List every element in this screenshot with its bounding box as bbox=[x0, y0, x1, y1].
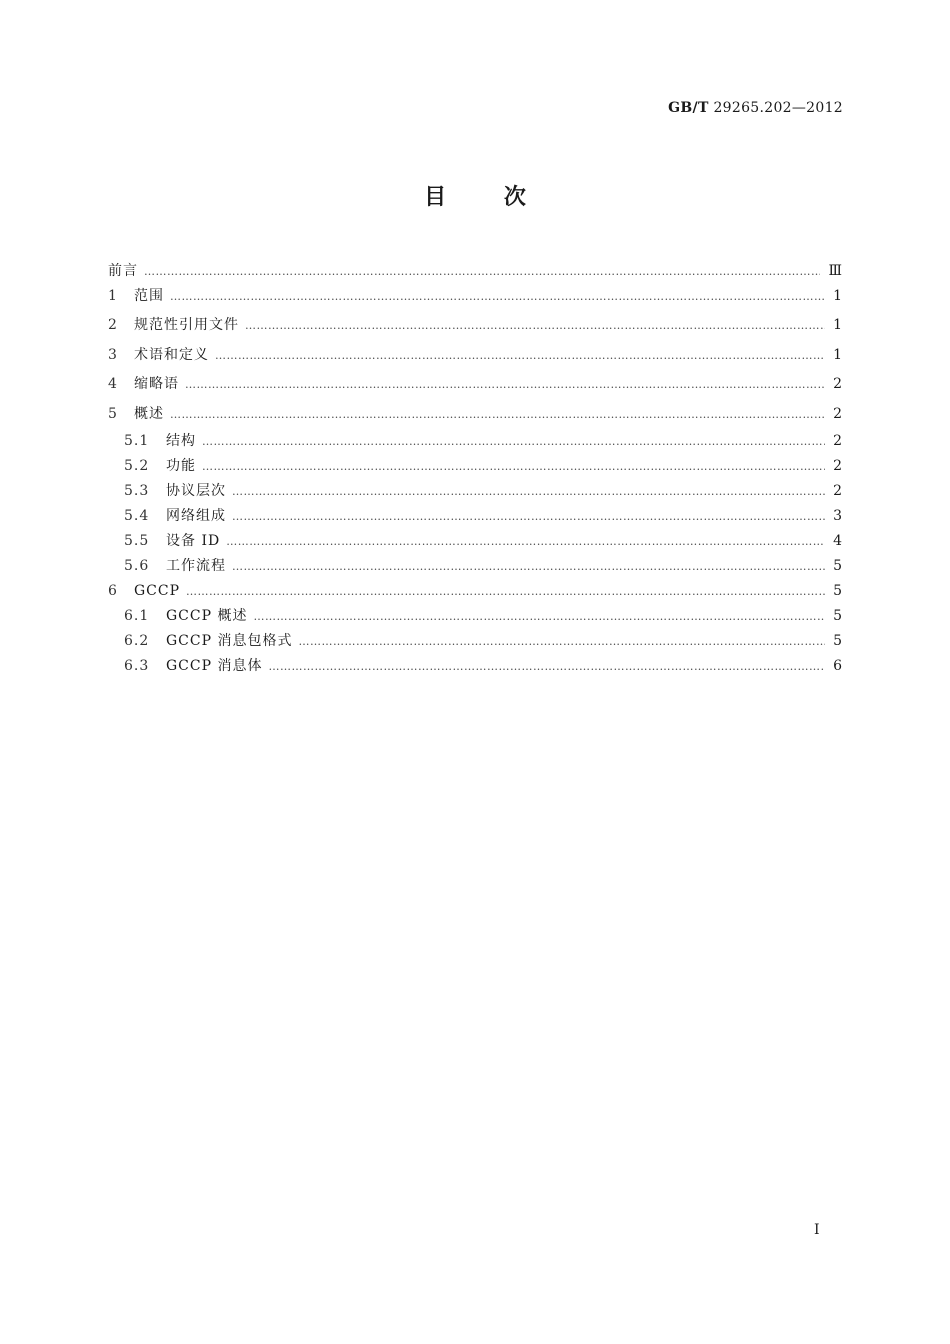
dot-leader bbox=[268, 654, 825, 679]
toc-entry-6-2[interactable] bbox=[108, 629, 842, 654]
toc-entry-5-5[interactable] bbox=[108, 529, 842, 554]
toc-entry-label: 前言 bbox=[108, 263, 138, 279]
toc-entry-number: 2 bbox=[108, 317, 117, 334]
page-title bbox=[0, 180, 950, 211]
toc-entry-page: 2 bbox=[833, 405, 842, 422]
toc-entry-label: GCCP bbox=[134, 582, 181, 599]
toc-entry-page: 1 bbox=[833, 288, 842, 304]
dot-leader bbox=[232, 554, 825, 579]
toc-entry-label: GCCP 消息包格式 bbox=[166, 632, 293, 649]
toc-entry-page: 2 bbox=[833, 432, 842, 449]
toc-entry-number: 6.3 bbox=[124, 657, 150, 674]
toc-entry-label: 功能 bbox=[166, 457, 196, 474]
standard-prefix: GB/T bbox=[668, 100, 709, 116]
dot-leader bbox=[232, 479, 825, 504]
toc-entry-label: 范围 bbox=[134, 288, 164, 304]
toc-entry-label: 网络组成 bbox=[166, 507, 226, 524]
title-char-2: 次 bbox=[503, 185, 526, 210]
dot-leader bbox=[186, 579, 825, 604]
toc-entry-5-3[interactable] bbox=[108, 479, 842, 504]
dot-leader bbox=[202, 454, 825, 479]
toc-entry-number: 5 bbox=[108, 405, 117, 422]
page-number: I bbox=[814, 1222, 820, 1238]
toc-entry-5-6[interactable] bbox=[108, 554, 842, 579]
toc-entry-number: 5.2 bbox=[124, 457, 150, 474]
toc-entry-page: 3 bbox=[833, 507, 842, 524]
toc-entry-label: GCCP 消息体 bbox=[166, 657, 263, 674]
toc-entry-number: 5.1 bbox=[124, 432, 150, 449]
toc-entry-page: 6 bbox=[833, 657, 842, 674]
toc-entry-label: 协议层次 bbox=[166, 482, 226, 499]
dot-leader bbox=[144, 261, 820, 282]
toc-entry-number: 6.1 bbox=[124, 607, 150, 624]
toc-entry-page: Ⅲ bbox=[828, 263, 842, 279]
dot-leader bbox=[202, 429, 825, 454]
toc-entry-5-1[interactable] bbox=[108, 429, 842, 454]
toc-entry-page: 5 bbox=[833, 607, 842, 624]
toc-entry-page: 5 bbox=[833, 632, 842, 649]
toc-entry-label: 结构 bbox=[166, 432, 196, 449]
toc-entry-label: 术语和定义 bbox=[134, 346, 209, 363]
dot-leader bbox=[185, 370, 825, 399]
toc-entry-5-4[interactable] bbox=[108, 504, 842, 529]
toc-entry-6-3[interactable] bbox=[108, 654, 842, 679]
toc-entry-5[interactable] bbox=[108, 400, 842, 429]
toc-entry-6-1[interactable] bbox=[108, 604, 842, 629]
dot-leader bbox=[232, 504, 825, 529]
toc-entry-page: 4 bbox=[833, 532, 842, 549]
toc-entry-page: 2 bbox=[833, 482, 842, 499]
dot-leader bbox=[253, 604, 825, 629]
title-char-1: 目 bbox=[424, 185, 447, 210]
toc-entry-label: 概述 bbox=[134, 405, 164, 422]
toc-entry-number: 6 bbox=[108, 582, 117, 599]
toc-entry-page: 5 bbox=[833, 557, 842, 574]
toc-entry-number: 3 bbox=[108, 346, 117, 363]
toc-entry-label: 缩略语 bbox=[134, 376, 179, 393]
dot-leader bbox=[215, 341, 825, 370]
toc-entry-number: 5.4 bbox=[124, 507, 150, 524]
toc-entry-6[interactable] bbox=[108, 579, 842, 604]
toc-entry-1[interactable] bbox=[108, 282, 842, 311]
toc-entry-4[interactable] bbox=[108, 370, 842, 399]
toc-entry-page: 2 bbox=[833, 457, 842, 474]
toc-entry-label: 设备 ID bbox=[166, 532, 221, 549]
toc-entry-3[interactable] bbox=[108, 341, 842, 370]
toc-entry-5-2[interactable] bbox=[108, 454, 842, 479]
dot-leader bbox=[245, 311, 825, 340]
toc-entry-number: 1 bbox=[108, 288, 117, 304]
standard-code: 29265.202—2012 bbox=[713, 100, 843, 116]
toc-entry-number: 5.3 bbox=[124, 482, 150, 499]
toc-entry-page: 1 bbox=[833, 346, 842, 363]
toc-entry-2[interactable] bbox=[108, 311, 842, 340]
toc-entry-page: 5 bbox=[833, 582, 842, 599]
toc-entry-page: 2 bbox=[833, 376, 842, 393]
table-of-contents bbox=[108, 260, 842, 679]
standard-number bbox=[668, 100, 843, 116]
toc-entry-number: 6.2 bbox=[124, 632, 150, 649]
toc-entry-number: 4 bbox=[108, 376, 117, 393]
toc-entry-foreword[interactable] bbox=[108, 260, 842, 282]
dot-leader bbox=[298, 629, 825, 654]
dot-leader bbox=[226, 529, 825, 554]
dot-leader bbox=[170, 282, 825, 311]
toc-entry-label: GCCP 概述 bbox=[166, 607, 248, 624]
toc-entry-number: 5.5 bbox=[124, 532, 150, 549]
dot-leader bbox=[170, 400, 825, 429]
toc-entry-number: 5.6 bbox=[124, 557, 150, 574]
toc-entry-label: 工作流程 bbox=[166, 557, 226, 574]
toc-entry-label: 规范性引用文件 bbox=[134, 317, 239, 334]
toc-entry-page: 1 bbox=[833, 317, 842, 334]
